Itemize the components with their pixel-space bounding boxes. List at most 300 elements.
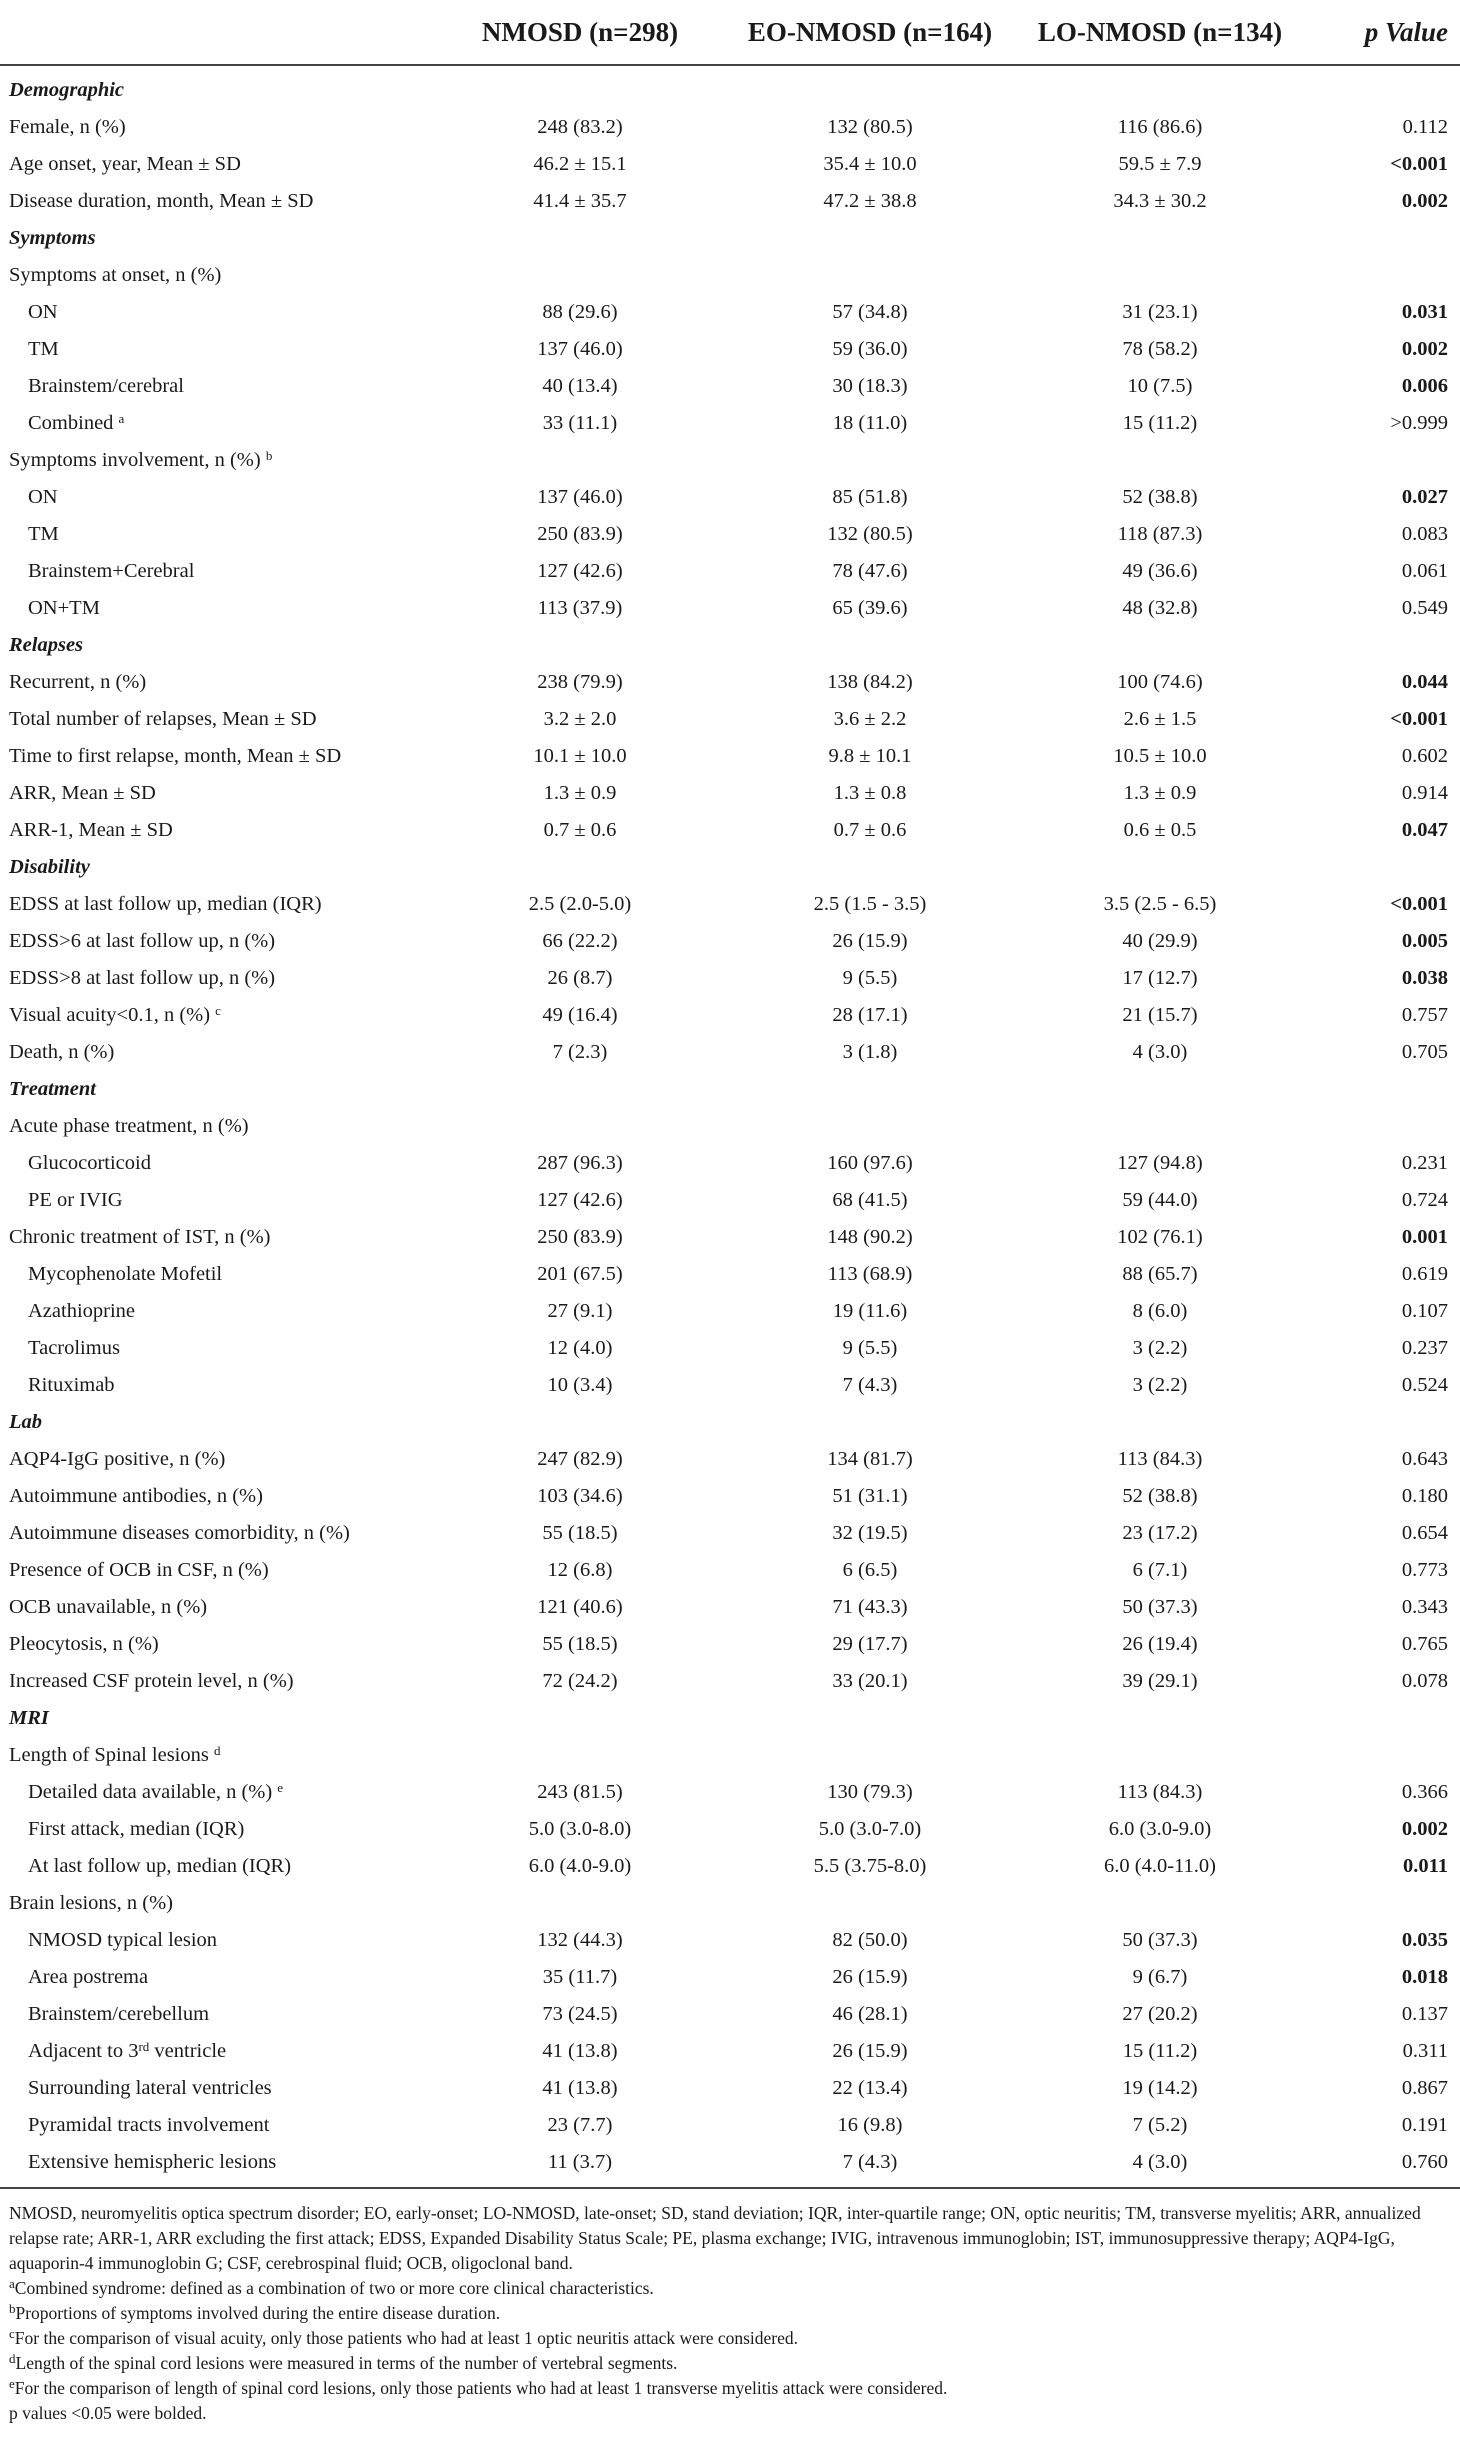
- nmosd-value: 201 (67.5): [537, 1263, 623, 1285]
- lo-nmosd-value: 6.0 (4.0-11.0): [1104, 1855, 1216, 1877]
- row-label-cell: [0, 886, 450, 923]
- lo-nmosd-value: 1.3 ± 0.9: [1123, 782, 1197, 804]
- lo-nmosd-value: [1030, 442, 1290, 479]
- table-row: [0, 368, 1460, 405]
- eo-nmosd-value: 160 (97.6): [827, 1152, 913, 1174]
- footnote: [9, 2201, 1451, 2276]
- nmosd-value: 41 (13.8): [542, 2077, 618, 2099]
- row-label-cell: [0, 1626, 450, 1663]
- row-label: Autoimmune diseases comorbidity, n (%): [9, 1522, 350, 1544]
- nmosd-value: 250 (83.9): [537, 523, 623, 545]
- section-heading: Demographic: [9, 79, 125, 101]
- footnote-marker: rd: [138, 2039, 150, 2054]
- p-value: >0.999: [1390, 412, 1448, 434]
- table-body: [0, 65, 1460, 2188]
- eo-nmosd-value: 35.4 ± 10.0: [823, 153, 917, 175]
- p-value: 0.078: [1401, 1670, 1448, 1692]
- section-heading: Relapses: [9, 634, 84, 656]
- nmosd-value: 73 (24.5): [542, 2003, 618, 2025]
- row-label: Chronic treatment of IST, n (%): [9, 1226, 271, 1248]
- table-row: [0, 257, 1460, 294]
- table-row: [0, 146, 1460, 183]
- row-label-cell: [0, 405, 450, 442]
- p-value: 0.038: [1401, 967, 1448, 989]
- footnote: [9, 2276, 1451, 2301]
- table-row: [0, 2033, 1460, 2070]
- row-label-cell: [0, 1811, 450, 1848]
- row-label-cell: [0, 331, 450, 368]
- row-label: Age onset, year, Mean ± SD: [9, 153, 241, 175]
- lo-nmosd-value: 0.6 ± 0.5: [1123, 819, 1197, 841]
- table-row: [0, 1589, 1460, 1626]
- row-label-cell: [0, 1034, 450, 1071]
- lo-nmosd-value: 59.5 ± 7.9: [1118, 153, 1202, 175]
- row-label-cell: [0, 738, 450, 775]
- eo-nmosd-value: 65 (39.6): [832, 597, 908, 619]
- row-label-cell: [0, 960, 450, 997]
- lo-nmosd-value: [1030, 257, 1290, 294]
- row-label: Time to first relapse, month, Mean ± SD: [9, 745, 342, 767]
- p-value: 0.602: [1401, 745, 1448, 767]
- table-row: [0, 1996, 1460, 2033]
- table-row: [0, 738, 1460, 775]
- row-label-cell: [0, 1219, 450, 1256]
- lo-nmosd-value: 52 (38.8): [1122, 1485, 1198, 1507]
- lo-nmosd-value: [1030, 1885, 1290, 1922]
- lo-nmosd-value: 8 (6.0): [1132, 1300, 1188, 1322]
- header-blank: [0, 0, 450, 65]
- footnote-marker: d: [213, 1743, 221, 1758]
- lo-nmosd-value: 127 (94.8): [1117, 1152, 1203, 1174]
- p-value: [1290, 1108, 1460, 1145]
- row-label: Disease duration, month, Mean ± SD: [9, 190, 314, 212]
- p-value: 0.035: [1401, 1929, 1448, 1951]
- lo-nmosd-value: 52 (38.8): [1122, 486, 1198, 508]
- row-label-cell: [0, 1330, 450, 1367]
- eo-nmosd-value: 3 (1.8): [842, 1041, 898, 1063]
- lo-nmosd-value: 78 (58.2): [1122, 338, 1198, 360]
- eo-nmosd-value: 7 (4.3): [842, 1374, 898, 1396]
- table-row: [0, 294, 1460, 331]
- p-value: [1290, 1885, 1460, 1922]
- lo-nmosd-value: 31 (23.1): [1122, 301, 1198, 323]
- lo-nmosd-value: 9 (6.7): [1132, 1966, 1188, 1988]
- eo-nmosd-value: 46 (28.1): [832, 2003, 908, 2025]
- row-label-cell: [0, 1478, 450, 1515]
- nmosd-value: 248 (83.2): [537, 116, 623, 138]
- row-label-cell: [0, 1145, 450, 1182]
- eo-nmosd-value: 22 (13.4): [832, 2077, 908, 2099]
- header-eo-nmosd: EO-NMOSD (n=164): [710, 0, 1030, 65]
- lo-nmosd-value: 6 (7.1): [1132, 1559, 1188, 1581]
- row-label: Autoimmune antibodies, n (%): [9, 1485, 263, 1507]
- p-value: 0.619: [1401, 1263, 1448, 1285]
- table-row: [0, 553, 1460, 590]
- row-label-cell: [0, 2144, 450, 2188]
- lo-nmosd-value: 118 (87.3): [1117, 523, 1203, 545]
- lo-nmosd-value: 48 (32.8): [1122, 597, 1198, 619]
- table-row: [0, 1663, 1460, 1700]
- row-label: ARR-1, Mean ± SD: [9, 819, 173, 841]
- row-label-cell: [0, 442, 450, 479]
- p-value: 0.083: [1401, 523, 1448, 545]
- lo-nmosd-value: 34.3 ± 30.2: [1113, 190, 1207, 212]
- lo-nmosd-value: 10 (7.5): [1127, 375, 1193, 397]
- p-value: <0.001: [1390, 893, 1448, 915]
- lo-nmosd-value: 15 (11.2): [1122, 412, 1198, 434]
- row-label-cell: [0, 2107, 450, 2144]
- nmosd-value: 55 (18.5): [542, 1522, 618, 1544]
- p-value: 0.006: [1401, 375, 1448, 397]
- table-row: [0, 1552, 1460, 1589]
- p-value: 0.191: [1401, 2114, 1448, 2136]
- section-row: [0, 220, 1460, 257]
- row-label-cell: [0, 1293, 450, 1330]
- eo-nmosd-value: [710, 442, 1030, 479]
- row-label-cell: [0, 294, 450, 331]
- row-label-cell: [0, 1663, 450, 1700]
- table-row: [0, 590, 1460, 627]
- row-label-cell: [0, 664, 450, 701]
- footnote-marker: a: [118, 411, 125, 426]
- row-label: Symptoms involvement, n (%): [9, 449, 261, 471]
- footnote-text: For the comparison of length of spinal cord lesions, only those patients who had at least 1 transverse myelitis attack were considered.: [14, 2378, 948, 2398]
- row-label: Acute phase treatment, n (%): [9, 1115, 249, 1137]
- row-label-cell: [0, 1182, 450, 1219]
- table-row: [0, 997, 1460, 1034]
- row-label-cell: [0, 1441, 450, 1478]
- row-label-cell: [0, 775, 450, 812]
- row-label-cell: [0, 1108, 450, 1145]
- table-row: [0, 1626, 1460, 1663]
- row-label-cell: [0, 479, 450, 516]
- eo-nmosd-value: 9 (5.5): [842, 967, 898, 989]
- eo-nmosd-value: 132 (80.5): [827, 523, 913, 545]
- nmosd-value: [450, 1885, 710, 1922]
- table-row: [0, 1515, 1460, 1552]
- eo-nmosd-value: 59 (36.0): [832, 338, 908, 360]
- table-row: [0, 405, 1460, 442]
- table-row: [0, 1182, 1460, 1219]
- eo-nmosd-value: 113 (68.9): [827, 1263, 913, 1285]
- lo-nmosd-value: 26 (19.4): [1122, 1633, 1198, 1655]
- p-value: 0.107: [1401, 1300, 1448, 1322]
- nmosd-value: 26 (8.7): [547, 967, 613, 989]
- row-label: Recurrent, n (%): [9, 671, 147, 693]
- nmosd-value: 137 (46.0): [537, 338, 623, 360]
- header-nmosd: NMOSD (n=298): [450, 0, 710, 65]
- footnote: [9, 2401, 1451, 2426]
- footnote-letter: a: [9, 2276, 15, 2291]
- eo-nmosd-value: 68 (41.5): [832, 1189, 908, 1211]
- table-row: [0, 479, 1460, 516]
- p-value: 0.524: [1401, 1374, 1448, 1396]
- eo-nmosd-value: 57 (34.8): [832, 301, 908, 323]
- row-label: Visual acuity<0.1, n (%): [9, 1004, 211, 1026]
- p-value: 0.002: [1401, 190, 1448, 212]
- lo-nmosd-value: 50 (37.3): [1122, 1929, 1198, 1951]
- footnote-letter: c: [9, 2326, 15, 2341]
- row-label-cell: [0, 1996, 450, 2033]
- p-value: 0.311: [1402, 2040, 1448, 2062]
- row-label: TM: [28, 338, 59, 360]
- lo-nmosd-value: 4 (3.0): [1132, 1041, 1188, 1063]
- eo-nmosd-value: 82 (50.0): [832, 1929, 908, 1951]
- row-label-cell: [0, 109, 450, 146]
- table-row: [0, 1330, 1460, 1367]
- nmosd-value: 2.5 (2.0-5.0): [528, 893, 632, 915]
- lo-nmosd-value: 39 (29.1): [1122, 1670, 1198, 1692]
- p-value: <0.001: [1390, 153, 1448, 175]
- table-footnotes: [0, 2189, 1460, 2426]
- row-label-cell: [0, 1367, 450, 1404]
- nmosd-value: 287 (96.3): [537, 1152, 623, 1174]
- eo-nmosd-value: 29 (17.7): [832, 1633, 908, 1655]
- lo-nmosd-value: 113 (84.3): [1117, 1448, 1203, 1470]
- p-value: 0.237: [1401, 1337, 1448, 1359]
- table-row: [0, 1811, 1460, 1848]
- table-row: [0, 1737, 1460, 1774]
- row-label-cell: [0, 1737, 450, 1774]
- row-label: Surrounding lateral ventricles: [28, 2077, 272, 2099]
- section-heading: Disability: [9, 856, 90, 878]
- footnote: [9, 2326, 1451, 2351]
- eo-nmosd-value: 1.3 ± 0.8: [833, 782, 907, 804]
- row-label: ON: [28, 301, 58, 323]
- row-label: Mycophenolate Mofetil: [28, 1263, 223, 1285]
- nmosd-value: 121 (40.6): [537, 1596, 623, 1618]
- nmosd-value: 250 (83.9): [537, 1226, 623, 1248]
- eo-nmosd-value: 9.8 ± 10.1: [828, 745, 912, 767]
- eo-nmosd-value: 28 (17.1): [832, 1004, 908, 1026]
- nmosd-value: 3.2 ± 2.0: [543, 708, 617, 730]
- row-label: First attack, median (IQR): [28, 1818, 245, 1840]
- nmosd-value: 6.0 (4.0-9.0): [528, 1855, 632, 1877]
- table-row: [0, 886, 1460, 923]
- nmosd-value: 10 (3.4): [547, 1374, 613, 1396]
- lo-nmosd-value: 7 (5.2): [1132, 2114, 1188, 2136]
- footnote-marker: b: [265, 448, 273, 463]
- p-value: 0.027: [1401, 486, 1448, 508]
- lo-nmosd-value: 113 (84.3): [1117, 1781, 1203, 1803]
- table-row: [0, 2070, 1460, 2107]
- row-label: Brainstem/cerebellum: [28, 2003, 210, 2025]
- header-lo-nmosd: LO-NMOSD (n=134): [1030, 0, 1290, 65]
- p-value: 0.654: [1401, 1522, 1448, 1544]
- footnote-marker: e: [277, 1780, 284, 1795]
- nmosd-value: 137 (46.0): [537, 486, 623, 508]
- row-label-cell: [0, 1589, 450, 1626]
- p-value: 0.180: [1401, 1485, 1448, 1507]
- nmosd-value: 238 (79.9): [537, 671, 623, 693]
- section-row: [0, 1700, 1460, 1737]
- table-row: [0, 2107, 1460, 2144]
- section-row: [0, 627, 1460, 664]
- row-label: Glucocorticoid: [28, 1152, 151, 1174]
- row-label-cell: [0, 923, 450, 960]
- nmosd-value: 35 (11.7): [542, 1966, 618, 1988]
- row-label-cell: [0, 183, 450, 220]
- lo-nmosd-value: 15 (11.2): [1122, 2040, 1198, 2062]
- lo-nmosd-value: [1030, 1108, 1290, 1145]
- p-value: 0.018: [1401, 1966, 1448, 1988]
- table-row: [0, 1441, 1460, 1478]
- p-value: 0.757: [1401, 1004, 1448, 1026]
- lo-nmosd-value: 4 (3.0): [1030, 2144, 1290, 2188]
- table-row: [0, 1367, 1460, 1404]
- eo-nmosd-value: 5.0 (3.0-7.0): [818, 1818, 922, 1840]
- p-value: 0.002: [1401, 338, 1448, 360]
- row-label: AQP4-IgG positive, n (%): [9, 1448, 226, 1470]
- lo-nmosd-value: 10.5 ± 10.0: [1113, 745, 1207, 767]
- row-label: Azathioprine: [28, 1300, 136, 1322]
- row-label-cell: [0, 257, 450, 294]
- nmosd-value: 23 (7.7): [547, 2114, 613, 2136]
- table-row: [0, 812, 1460, 849]
- eo-nmosd-value: 5.5 (3.75-8.0): [813, 1855, 927, 1877]
- nmosd-value: 127 (42.6): [537, 1189, 623, 1211]
- section-heading: Lab: [9, 1411, 43, 1433]
- lo-nmosd-value: 49 (36.6): [1122, 560, 1198, 582]
- footnote: [9, 2351, 1451, 2376]
- table-row: [0, 1145, 1460, 1182]
- p-value: 0.724: [1401, 1189, 1448, 1211]
- table-row: [0, 1034, 1460, 1071]
- p-value: 0.549: [1401, 597, 1448, 619]
- footnote-text: Length of the spinal cord lesions were measured in terms of the number of vertebral segments.: [15, 2353, 678, 2373]
- row-label-cell: [0, 812, 450, 849]
- header-p-value-text: p Value: [1364, 16, 1448, 47]
- p-value: 0.867: [1401, 2077, 1448, 2099]
- row-label-cell: [0, 1885, 450, 1922]
- table-row: [0, 1885, 1460, 1922]
- footnote-text: Combined syndrome: defined as a combination of two or more core clinical characteristics.: [14, 2278, 654, 2298]
- eo-nmosd-value: 78 (47.6): [832, 560, 908, 582]
- row-label: Length of Spinal lesions: [9, 1744, 209, 1766]
- nmosd-value: 27 (9.1): [547, 1300, 613, 1322]
- eo-nmosd-value: 3.6 ± 2.2: [833, 708, 907, 730]
- row-label-cell: [0, 1774, 450, 1811]
- row-label: ON: [28, 486, 58, 508]
- section-row: [0, 1071, 1460, 1108]
- eo-nmosd-value: 130 (79.3): [827, 1781, 913, 1803]
- row-label: Combined: [28, 412, 114, 434]
- row-label: ARR, Mean ± SD: [9, 782, 156, 804]
- p-value: 0.002: [1401, 1818, 1448, 1840]
- table-row: [0, 701, 1460, 738]
- p-value: 0.705: [1401, 1041, 1448, 1063]
- row-label-suffix: ventricle: [149, 2040, 227, 2062]
- p-value: 0.914: [1401, 782, 1448, 804]
- eo-nmosd-value: 6 (6.5): [842, 1559, 898, 1581]
- p-value: 0.343: [1401, 1596, 1448, 1618]
- row-label: Detailed data available, n (%): [28, 1781, 273, 1803]
- table-row: [0, 960, 1460, 997]
- p-value: [1290, 442, 1460, 479]
- nmosd-value: 46.2 ± 15.1: [533, 153, 627, 175]
- eo-nmosd-value: [710, 1108, 1030, 1145]
- nmosd-value: 247 (82.9): [537, 1448, 623, 1470]
- eo-nmosd-value: 134 (81.7): [827, 1448, 913, 1470]
- eo-nmosd-value: 0.7 ± 0.6: [833, 819, 907, 841]
- eo-nmosd-value: 85 (51.8): [832, 486, 908, 508]
- row-label-cell: [0, 590, 450, 627]
- row-label: Tacrolimus: [28, 1337, 120, 1359]
- eo-nmosd-value: 7 (4.3): [710, 2144, 1030, 2188]
- header-row: [0, 0, 1460, 65]
- nmosd-value: 243 (81.5): [537, 1781, 623, 1803]
- nmosd-value: [450, 257, 710, 294]
- p-value: 0.760: [1290, 2144, 1460, 2188]
- nmosd-value: 66 (22.2): [542, 930, 618, 952]
- lo-nmosd-value: 23 (17.2): [1122, 1522, 1198, 1544]
- eo-nmosd-value: 71 (43.3): [832, 1596, 908, 1618]
- p-value: 0.765: [1401, 1633, 1448, 1655]
- p-value: 0.366: [1401, 1781, 1448, 1803]
- footnote-text: Proportions of symptoms involved during the entire disease duration.: [15, 2303, 501, 2323]
- nmosd-value: 127 (42.6): [537, 560, 623, 582]
- nmosd-value: 88 (29.6): [542, 301, 618, 323]
- row-label-cell: [0, 2033, 450, 2070]
- eo-nmosd-value: [710, 1737, 1030, 1774]
- row-label: Increased CSF protein level, n (%): [9, 1670, 294, 1692]
- row-label: Symptoms at onset, n (%): [9, 264, 222, 286]
- row-label: PE or IVIG: [28, 1189, 123, 1211]
- lo-nmosd-value: 116 (86.6): [1117, 116, 1203, 138]
- p-value: 0.044: [1401, 671, 1448, 693]
- eo-nmosd-value: 51 (31.1): [832, 1485, 908, 1507]
- p-value: 0.061: [1401, 560, 1448, 582]
- nmosd-value: 12 (4.0): [547, 1337, 613, 1359]
- eo-nmosd-value: 18 (11.0): [832, 412, 908, 434]
- eo-nmosd-value: 148 (90.2): [827, 1226, 913, 1248]
- footnote-letter: b: [9, 2301, 16, 2316]
- eo-nmosd-value: 2.5 (1.5 - 3.5): [813, 893, 927, 915]
- table-row: [0, 331, 1460, 368]
- eo-nmosd-value: 19 (11.6): [832, 1300, 908, 1322]
- nmosd-value: 72 (24.2): [542, 1670, 618, 1692]
- eo-nmosd-value: 26 (15.9): [832, 930, 908, 952]
- lo-nmosd-value: 6.0 (3.0-9.0): [1108, 1818, 1212, 1840]
- row-label-cell: [0, 997, 450, 1034]
- lo-nmosd-value: 50 (37.3): [1122, 1596, 1198, 1618]
- nmosd-value: [450, 1108, 710, 1145]
- footnote-marker: c: [215, 1003, 221, 1018]
- footnote-text: p values <0.05 were bolded.: [9, 2403, 207, 2423]
- nmosd-value: 55 (18.5): [542, 1633, 618, 1655]
- row-label: Female, n (%): [9, 116, 126, 138]
- row-label-cell: [0, 1922, 450, 1959]
- eo-nmosd-value: 47.2 ± 38.8: [823, 190, 917, 212]
- p-value: 0.047: [1401, 819, 1448, 841]
- nmosd-value: [450, 442, 710, 479]
- lo-nmosd-value: 100 (74.6): [1117, 671, 1203, 693]
- section-row: [0, 849, 1460, 886]
- footnote: [9, 2376, 1451, 2401]
- nmosd-value: 132 (44.3): [537, 1929, 623, 1951]
- lo-nmosd-value: 3 (2.2): [1132, 1337, 1188, 1359]
- lo-nmosd-value: 3 (2.2): [1132, 1374, 1188, 1396]
- p-value: 0.005: [1401, 930, 1448, 952]
- eo-nmosd-value: 33 (20.1): [832, 1670, 908, 1692]
- p-value: 0.031: [1401, 301, 1448, 323]
- p-value: 0.643: [1401, 1448, 1448, 1470]
- lo-nmosd-value: 17 (12.7): [1122, 967, 1198, 989]
- row-label: Brainstem+Cerebral: [28, 560, 195, 582]
- eo-nmosd-value: 138 (84.2): [827, 671, 913, 693]
- p-value: 0.773: [1401, 1559, 1448, 1581]
- lo-nmosd-value: 2.6 ± 1.5: [1123, 708, 1197, 730]
